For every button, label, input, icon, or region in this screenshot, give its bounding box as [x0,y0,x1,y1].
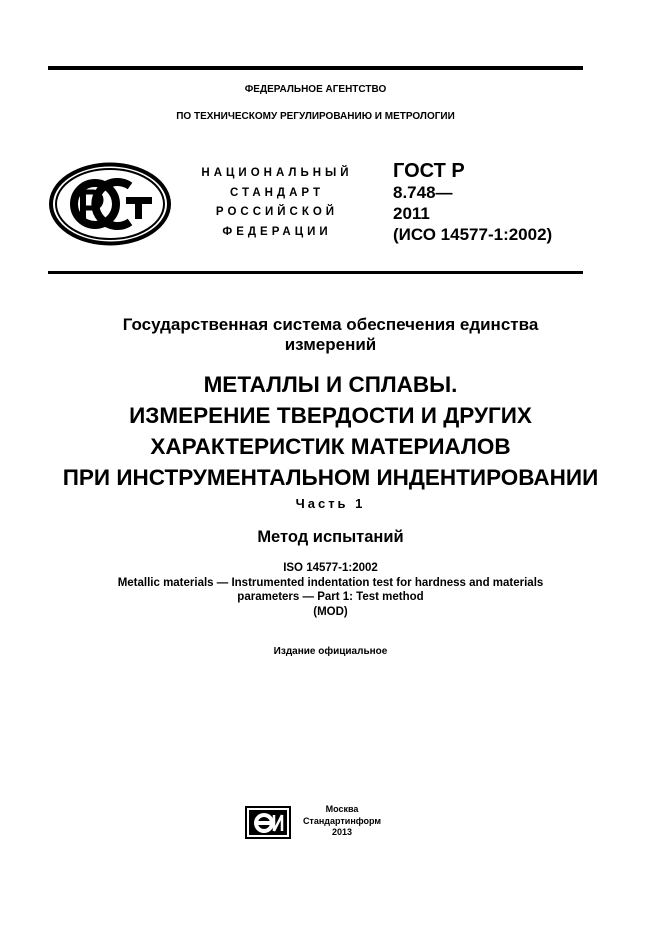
standartinform-logo-icon [245,806,291,839]
standard-designation [393,160,593,245]
series-title-line-2: измерений [284,335,377,354]
title-line-4: ПРИ ИНСТРУМЕНТАЛЬНОМ ИНДЕНТИРОВАНИИ [62,465,599,490]
standard-type-line-3: РОССИЙСКОЙ [215,206,339,218]
iso-line-3: parameters — Part 1: Test method [237,591,424,603]
title-line-1: МЕТАЛЛЫ И СПЛАВЫ. [203,372,458,397]
publisher-info [296,804,388,839]
agency-name-line-1: ФЕДЕРАЛЬНОЕ АГЕНТСТВО [244,84,387,95]
publisher-city: Москва [325,804,359,814]
standard-type [192,164,362,242]
publisher-year: 2013 [331,827,353,837]
title-line-2: ИЗМЕРЕНИЕ ТВЕРДОСТИ И ДРУГИХ [129,403,532,428]
designation-line-2: 8.748— [393,183,453,202]
document-title [40,369,621,493]
standard-type-line-2: СТАНДАРТ [230,186,324,199]
designation-line-4: (ИСО 14577-1:2002) [393,225,553,244]
part-number: Часть 1 [295,496,366,511]
series-title [40,315,621,355]
designation-line-3: 2011 [393,204,430,223]
top-rule [48,66,583,70]
standard-type-line-4: ФЕДЕРАЦИИ [222,225,332,238]
method-title: Метод испытаний [257,528,404,546]
iso-line-4: (MOD) [313,605,348,618]
publisher-name: Стандартинформ [302,815,382,826]
gost-r-logo-icon [48,162,172,246]
iso-line-2: Metallic materials — Instrumented indentation test for hardness and materials [117,576,544,589]
title-line-3: ХАРАКТЕРИСТИК МАТЕРИАЛОВ [150,434,511,459]
iso-line-1: ISO 14577-1:2002 [283,562,378,574]
iso-reference [40,561,621,619]
header-bottom-rule [48,271,583,274]
series-title-line-1: Государственная система обеспечения единства [122,315,539,334]
agency-name-line-2: ПО ТЕХНИЧЕСКОМУ РЕГУЛИРОВАНИЮ И МЕТРОЛОГИИ [176,111,455,122]
edition-note: Издание официальное [273,646,388,657]
designation-line-1: ГОСТ Р [393,160,465,182]
standard-type-line-1: НАЦИОНАЛЬНЫЙ [201,167,353,179]
